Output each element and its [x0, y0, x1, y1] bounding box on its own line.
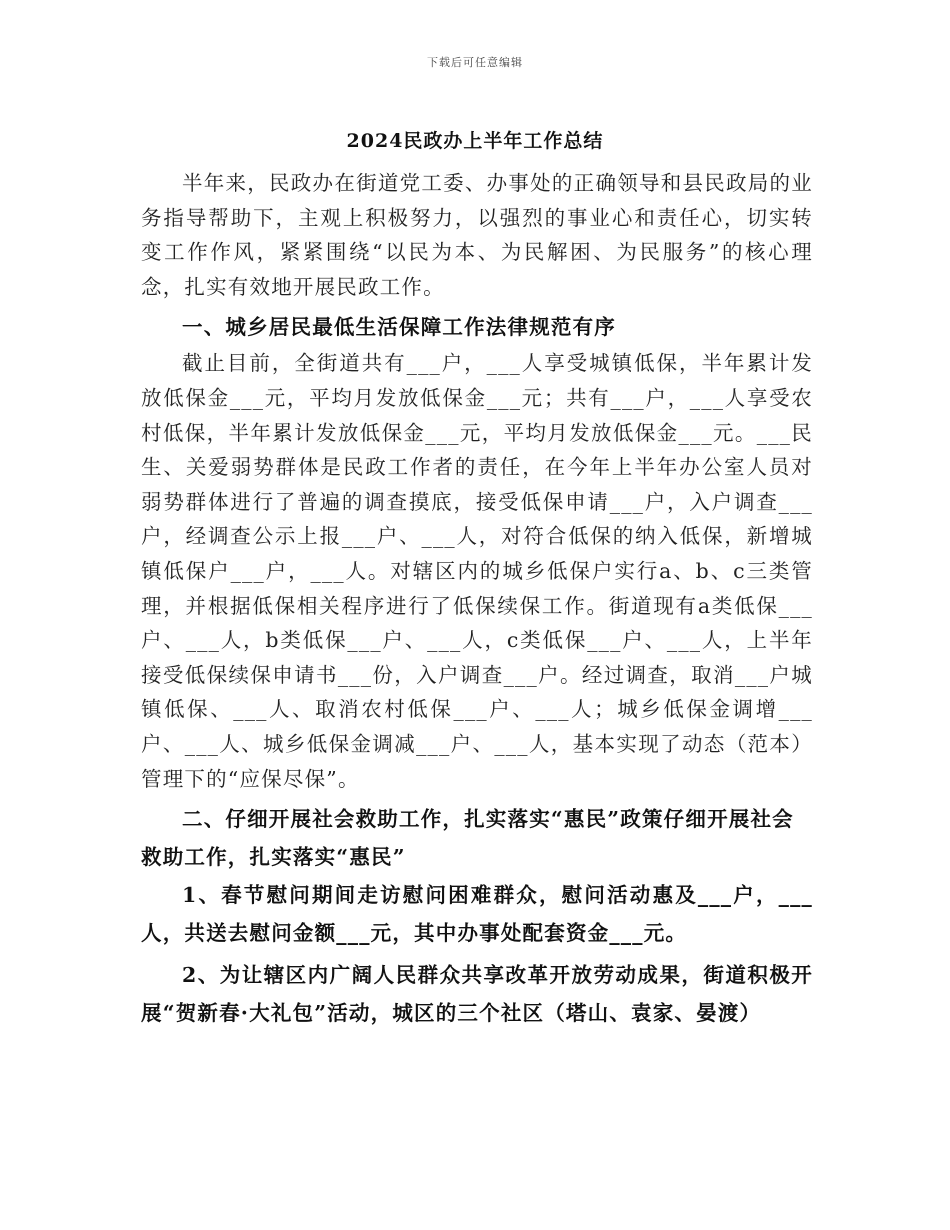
section-2-item-2: 2、为让辖区内广阔人民群众共享改革开放劳动成果，街道积极开展“贺新春·大礼包”活动，城区的三个社区（塔山、袁家、晏渡） — [141, 963, 813, 1026]
section-1-paragraph: 截止目前，全街道共有___户，___人享受城镇低保，半年累计发放低保金___元，平均月发放低保金___元；共有___户，___人享受农村低保，半年累计发放低保金___元，平均月发放低保金___元。___民生、关爱弱势群体是民政工作者的责任，在今年上半年办公室人员对弱势群体进行了普遍的调查摸底，接受低保申请___户，入户调查___户，经调查公示上报___户、___人，对符合低保的纳入低保，新增城镇低保户___户，___人。对辖区内的城乡低保户实行a、b、c三类管理，并根据低保相关程序进行了低保续保工作。街道现有a类低保___户、___人，b类低保___户、___人，c类低保___户、___人，上半年接受低保续保申请书___份，入户调查___户。经过调查，取消___户城镇低保、___人、取消农村低保___户、___人；城乡低保金调增___户、___人、城乡低保金调减___户、___人，基本实现了动态（范本）管理下的“应保尽保”。 — [141, 351, 813, 791]
section-2-item-1: 1、春节慰问期间走访慰问困难群众，慰问活动惠及___户，___人，共送去慰问金额___元，其中办事处配套资金___元。 — [141, 883, 813, 946]
section-2-heading: 二、仔细开展社会救助工作，扎实落实“惠民”政策仔细开展社会救助工作，扎实落实“惠民” — [141, 807, 794, 870]
document-body — [141, 166, 813, 1032]
page-title: 2024民政办上半年工作总结 — [346, 130, 604, 152]
intro-paragraph: 半年来，民政办在街道党工委、办事处的正确领导和县民政局的业务指导帮助下，主观上积极努力，以强烈的事业心和责任心，切实转变工作作风，紧紧围绕“以民为本、为民解困、为民服务”的核心理念，扎实有效地开展民政工作。 — [141, 171, 813, 299]
section-1-heading: 一、城乡居民最低生活保障工作法律规范有序 — [182, 315, 616, 340]
header-watermark: 下载后可任意编辑 — [427, 56, 523, 69]
